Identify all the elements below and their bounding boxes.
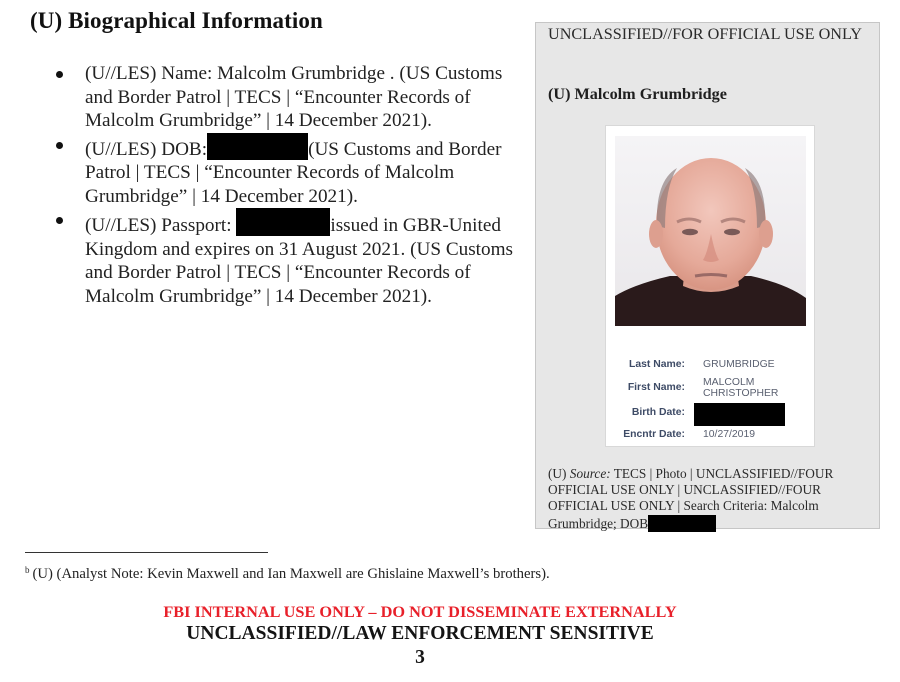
bullet-dob-label: (U//LES) DOB: — [85, 138, 208, 160]
bullet-passport — [56, 208, 534, 308]
footnote-marker: b — [25, 565, 30, 575]
bullet-dob-text: (US Customs and Border Patrol | TECS | “Encounter Records of Malcolm Grumbridge” | 14 December 2021). — [85, 138, 502, 207]
footnote — [25, 565, 550, 583]
bullet-name — [56, 62, 534, 133]
sidebar-classification-banner: UNCLASSIFIED//FOR OFFICIAL USE ONLY — [548, 25, 862, 43]
card-label-encounter-date: Encntr Date: — [623, 429, 685, 440]
section-title: (U) Biographical Information — [30, 8, 323, 33]
card-label-first-name: First Name: — [627, 382, 685, 393]
bullet-dot-icon — [56, 217, 63, 224]
redaction-box-source-dob — [648, 515, 716, 532]
subject-photo-image — [615, 136, 806, 326]
subject-sidebar-box — [535, 22, 880, 529]
source-label: Source: — [569, 466, 611, 481]
card-value-first-name-line2: CHRISTOPHER — [703, 388, 779, 399]
card-value-encounter-date: 10/27/2019 — [703, 429, 756, 440]
card-value-last-name: GRUMBRIDGE — [703, 359, 775, 370]
bullet-dot-icon — [56, 142, 63, 149]
source-prefix: (U) — [548, 466, 570, 481]
bullet-name-text: (U//LES) Name: Malcolm Grumbridge . (US Customs and Border Patrol | TECS | “Encounter Records of Malcolm Grumbridge” | 14 December 2021). — [85, 63, 503, 131]
page-number: 3 — [415, 647, 425, 668]
bullet-passport-label: (U//LES) Passport: — [85, 215, 237, 236]
bullet-dot-icon — [56, 71, 63, 78]
classification-marking: UNCLASSIFIED//LAW ENFORCEMENT SENSITIVE — [186, 623, 654, 644]
bullet-passport-text: issued in GBR-United Kingdom and expires on 31 August 2021. (US Customs and Border Patrol | TECS | “Encounter Records of Malcolm Grumbridge” | 14 December 2021). — [85, 215, 513, 307]
card-value-first-name-line1: MALCOLM — [703, 377, 755, 388]
sidebar-title: (U) Malcolm Grumbridge — [548, 85, 727, 103]
footnote-divider — [25, 552, 268, 553]
bullet-dob — [56, 133, 534, 209]
subject-photo — [615, 136, 806, 326]
redaction-box-dob — [207, 133, 308, 160]
encounter-record-card — [605, 125, 815, 447]
biographical-bullet-list — [56, 62, 534, 308]
card-label-birth-date: Birth Date: — [631, 407, 685, 418]
sidebar-source-caption — [548, 466, 873, 532]
dissemination-warning: FBI INTERNAL USE ONLY – DO NOT DISSEMINATE EXTERNALLY — [163, 602, 677, 621]
redaction-box-passport — [236, 208, 330, 236]
card-label-last-name: Last Name: — [628, 359, 685, 370]
source-text: TECS | Photo | UNCLASSIFIED//FOUR OFFICIAL USE ONLY | UNCLASSIFIED//FOUR OFFICIAL USE ONLY | Search Criteria: Malcolm Grumbridge; DOB — [548, 466, 834, 531]
redaction-box-birth-date — [694, 403, 785, 426]
footnote-text: (U) (Analyst Note: Kevin Maxwell and Ian Maxwell are Ghislaine Maxwell’s brothers). — [32, 566, 550, 582]
